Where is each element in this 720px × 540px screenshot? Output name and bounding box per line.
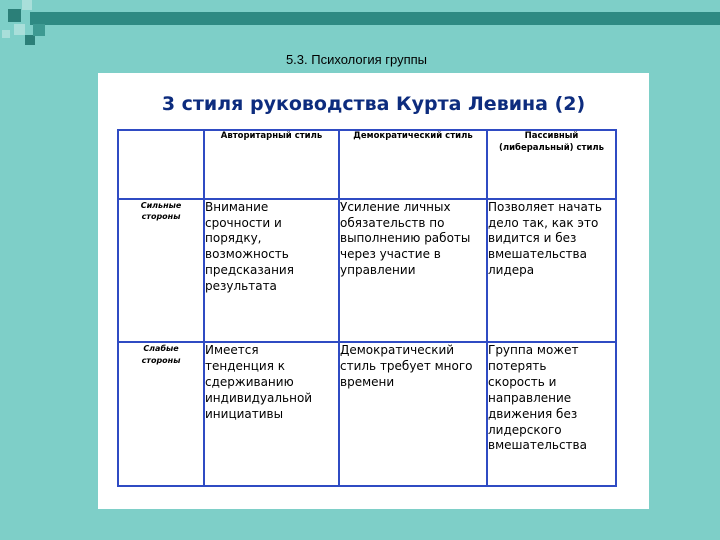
slide-header xyxy=(0,52,720,67)
table-cell: Имеется тенденция к сдерживанию индивидуальной инициативы xyxy=(204,342,339,486)
table-header-row xyxy=(118,130,616,199)
table-header-democratic: Демократический стиль xyxy=(339,130,487,199)
table-header-empty xyxy=(118,130,204,199)
comparison-table xyxy=(117,129,617,487)
table-header-passive: Пассивный (либеральный) стиль xyxy=(487,130,616,199)
decor-square xyxy=(22,0,32,10)
row-label-strengths: Сильные стороны xyxy=(118,199,204,343)
table-row xyxy=(118,199,616,343)
decor-square xyxy=(25,35,35,45)
top-decor-bar xyxy=(30,12,720,25)
table-cell: Группа может потерять скорость и направление движения без лидерского вмешательства xyxy=(487,342,616,486)
slide-title: 3 стиля руководства Курта Левина (2) xyxy=(161,93,586,115)
decor-square xyxy=(8,9,21,22)
decor-square xyxy=(33,24,45,36)
table-cell: Позволяет начать дело так, как это видится и без вмешательства лидера xyxy=(487,199,616,343)
table-cell: Демократический стиль требует много времени xyxy=(339,342,487,486)
row-label-weaknesses: Слабые стороны xyxy=(118,342,204,486)
decor-square xyxy=(2,30,10,38)
table-cell: Усиление личных обязательств по выполнению работы через участие в управлении xyxy=(339,199,487,343)
decor-square xyxy=(14,24,25,35)
header-subtitle: 5.3. Психология группы xyxy=(285,52,428,67)
slide-content xyxy=(98,73,649,509)
table-row xyxy=(118,342,616,486)
table-header-authoritarian: Авторитарный стиль xyxy=(204,130,339,199)
table-cell: Внимание срочности и порядку, возможность предсказания результата xyxy=(204,199,339,343)
